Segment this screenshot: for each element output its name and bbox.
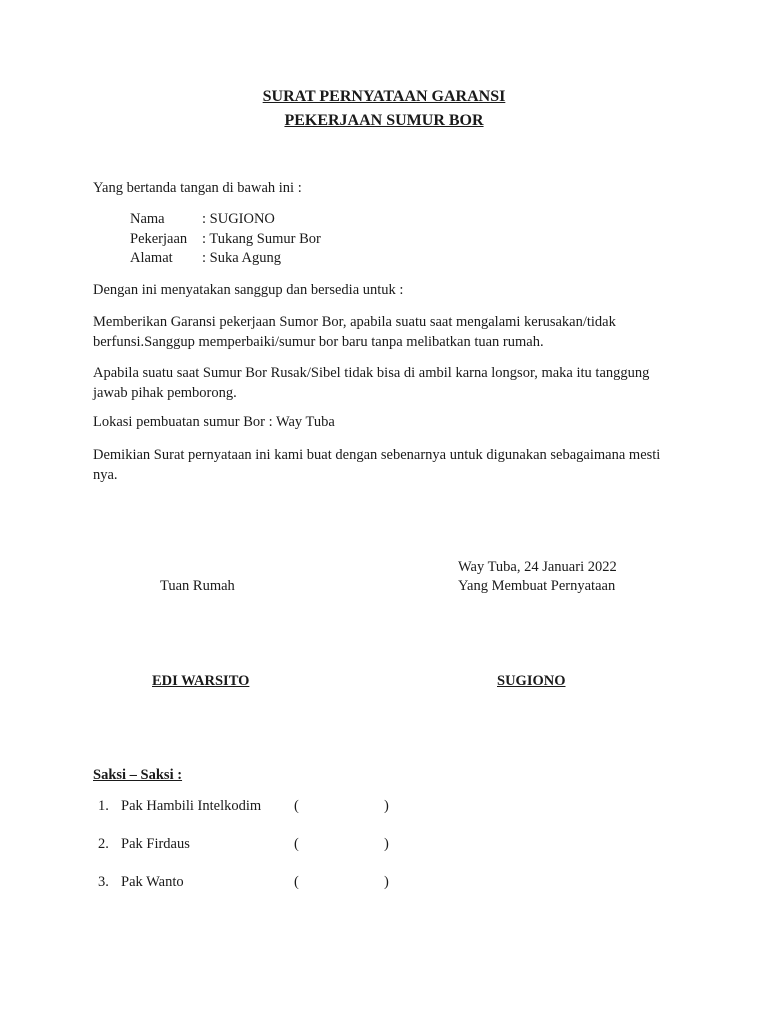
identity-label-address: Alamat	[130, 250, 173, 266]
identity-value-name: : SUGIONO	[202, 211, 275, 227]
witness-name: Pak Wanto	[121, 874, 184, 890]
signature-close-paren: )	[384, 874, 389, 890]
document-title-line-2: PEKERJAAN SUMUR BOR	[284, 112, 484, 129]
signature-close-paren: )	[384, 836, 389, 852]
witness-name: Pak Firdaus	[121, 836, 190, 852]
signature-open-paren: (	[294, 798, 299, 814]
identity-value-job: : Tukang Sumur Bor	[202, 231, 321, 247]
paragraph-guarantee: Memberikan Garansi pekerjaan Sumor Bor, apabila suatu saat mengalami kerusakan/tidak berfunsi.Sanggup memperbaiki/sumur bor baru tanpa melibatkan tuan rumah.	[93, 314, 616, 350]
location-text: Lokasi pembuatan sumur Bor : Way Tuba	[93, 414, 335, 430]
right-signer-name: SUGIONO	[497, 673, 566, 689]
right-signer-role: Yang Membuat Pernyataan	[458, 578, 616, 594]
identity-label-job: Pekerjaan	[130, 231, 188, 247]
place-date: Way Tuba, 24 Januari 2022	[458, 559, 617, 575]
identity-label-name: Nama	[130, 211, 165, 227]
witness-number: 1.	[98, 798, 109, 814]
closing-paragraph: Demikian Surat pernyataan ini kami buat dengan sebenarnya untuk digunakan sebagaimana mesti nya.	[93, 447, 661, 483]
document-title-line-1: SURAT PERNYATAAN GARANSI	[262, 88, 506, 105]
left-signer-role: Tuan Rumah	[160, 578, 235, 594]
signature-open-paren: (	[294, 874, 299, 890]
signature-open-paren: (	[294, 836, 299, 852]
witness-number: 3.	[98, 874, 109, 890]
identity-value-address: : Suka Agung	[202, 250, 281, 266]
witness-number: 2.	[98, 836, 109, 852]
intro-text: Yang bertanda tangan di bawah ini :	[93, 180, 302, 196]
paragraph-responsibility: Apabila suatu saat Sumur Bor Rusak/Sibel tidak bisa di ambil karna longsor, maka itu tanggung jawab pihak pemborong.	[93, 365, 650, 401]
statement-text: Dengan ini menyatakan sanggup dan bersedia untuk :	[93, 282, 404, 298]
left-signer-name: EDI WARSITO	[152, 673, 250, 689]
signature-close-paren: )	[384, 798, 389, 814]
witness-name: Pak Hambili Intelkodim	[121, 798, 262, 814]
witness-heading: Saksi – Saksi :	[93, 767, 183, 783]
